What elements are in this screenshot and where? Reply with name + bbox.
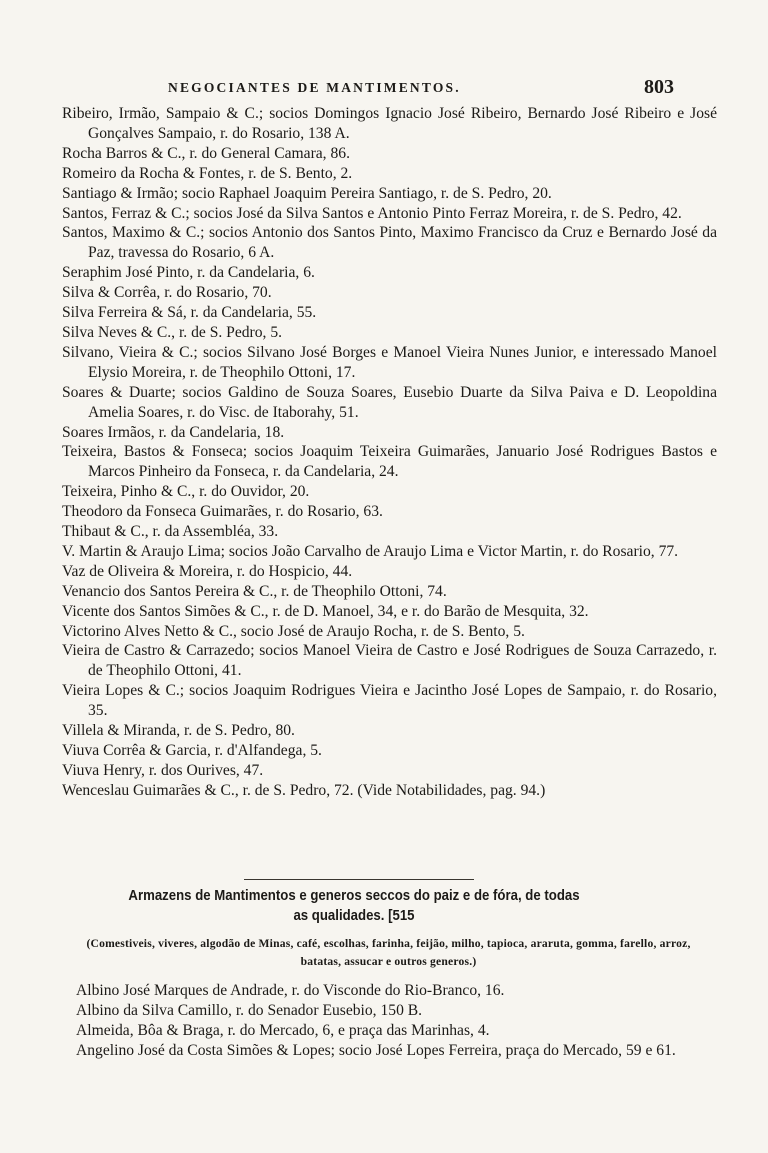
list-item: Viuva Corrêa & Garcia, r. d'Alfandega, 5. [62, 742, 322, 759]
list-item: Soares & Duarte; socios Galdino de Souza Soares, Eusebio Duarte da Silva Paiva e D. Leopoldina Amelia Soares, r. do Visc. de Itaborahy, 51. [62, 383, 717, 421]
section-heading-line: Armazens de Mantimentos e generos seccos do paiz e de fóra, de todas [128, 887, 580, 904]
list-item: Theodoro da Fonseca Guimarães, r. do Rosario, 63. [62, 503, 383, 521]
list-item: Santos, Ferraz & C.; socios José da Silva Santos e Antonio Pinto Ferraz Moreira, r. de S. Pedro, 42. [62, 204, 682, 222]
running-title: NEGOCIANTES DE MANTIMENTOS. [168, 80, 461, 95]
list-item: Albino da Silva Camillo, r. do Senador Eusebio, 150 B. [76, 1001, 423, 1019]
list-item: Silva & Corrêa, r. do Rosario, 70. [62, 284, 272, 302]
list-item: Wenceslau Guimarães & C., r. de S. Pedro, 72. (Vide Notabilidades, pag. 94.) [62, 781, 546, 799]
list-item: Seraphim José Pinto, r. da Candelaria, 6. [62, 264, 315, 282]
list-item: Villela & Miranda, r. de S. Pedro, 80. [62, 722, 295, 740]
list-item: Venancio dos Santos Pereira & C., r. de Theophilo Ottoni, 74. [62, 582, 447, 600]
list-item: Ribeiro, Irmão, Sampaio & C.; socios Domingos Ignacio José Ribeiro, Bernardo José Ribeiro e José Gonçalves Sampaio, r. do Rosario, 138 A. [62, 105, 717, 142]
warehouse-list [76, 981, 708, 1061]
list-item: Silvano, Vieira & C.; socios Silvano José Borges e Manoel Vieira Nunes Junior, e interessado Manoel Elysio Moreira, r. de Theophilo Ottoni, 17. [62, 343, 717, 381]
section-heading [90, 886, 618, 926]
section-heading-line: as qualidades. [515 [293, 907, 415, 924]
section-divider [244, 879, 474, 880]
list-item: Albino José Marques de Andrade, r. do Visconde do Rio-Branco, 16. [76, 982, 505, 999]
list-item: Soares Irmãos, r. da Candelaria, 18. [62, 423, 285, 441]
section-subheading: (Comestiveis, viveres, algodão de Minas, café, escolhas, farinha, feijão, milho, tapioca, araruta, gomma, farello, arroz, batatas, assucar e outros generos.) [86, 937, 691, 968]
list-item: Viuva Henry, r. dos Ourives, 47. [62, 761, 264, 779]
list-item: Romeiro da Rocha & Fontes, r. de S. Bento, 2. [62, 164, 353, 182]
list-item: Rocha Barros & C., r. do General Camara, 86. [62, 144, 350, 162]
list-item: Almeida, Bôa & Braga, r. do Mercado, 6, e praça das Marinhas, 4. [76, 1021, 490, 1039]
list-item: V. Martin & Araujo Lima; socios João Carvalho de Araujo Lima e Victor Martin, r. do Rosario, 77. [62, 542, 679, 560]
list-item: Victorino Alves Netto & C., socio José de Araujo Rocha, r. de S. Bento, 5. [62, 622, 525, 640]
list-item: Vicente dos Santos Simões & C., r. de D. Manoel, 34, e r. do Barão de Mesquita, 32. [62, 602, 589, 620]
list-item: Teixeira, Bastos & Fonseca; socios Joaquim Teixeira Guimarães, Januario José Rodrigues Bastos e Marcos Pinheiro da Fonseca, r. da Candelaria, 24. [62, 443, 717, 481]
list-item: Vaz de Oliveira & Moreira, r. do Hospicio, 44. [62, 562, 353, 580]
list-item: Teixeira, Pinho & C., r. do Ouvidor, 20. [62, 483, 310, 501]
list-item: Santiago & Irmão; socio Raphael Joaquim Pereira Santiago, r. de S. Pedro, 20. [62, 184, 552, 202]
merchant-list [62, 104, 717, 801]
page-number: 803 [644, 76, 674, 98]
list-item: Vieira de Castro & Carrazedo; socios Manoel Vieira de Castro e José Rodrigues de Souza Carrazedo, r. de Theophilo Ottoni, 41. [62, 642, 717, 680]
list-item: Santos, Maximo & C.; socios Antonio dos Santos Pinto, Maximo Francisco da Cruz e Bernardo José da Paz, travessa do Rosario, 6 A. [62, 224, 717, 262]
list-item: Angelino José da Costa Simões & Lopes; socio José Lopes Ferreira, praça do Mercado, 59 e 61. [76, 1041, 676, 1059]
list-item: Vieira Lopes & C.; socios Joaquim Rodrigues Vieira e Jacintho José Lopes de Sampaio, r. do Rosario, 35. [62, 682, 717, 720]
list-item: Thibaut & C., r. da Assembléa, 33. [62, 523, 279, 541]
list-item: Silva Neves & C., r. de S. Pedro, 5. [62, 323, 283, 341]
list-item: Silva Ferreira & Sá, r. da Candelaria, 55. [62, 304, 317, 322]
